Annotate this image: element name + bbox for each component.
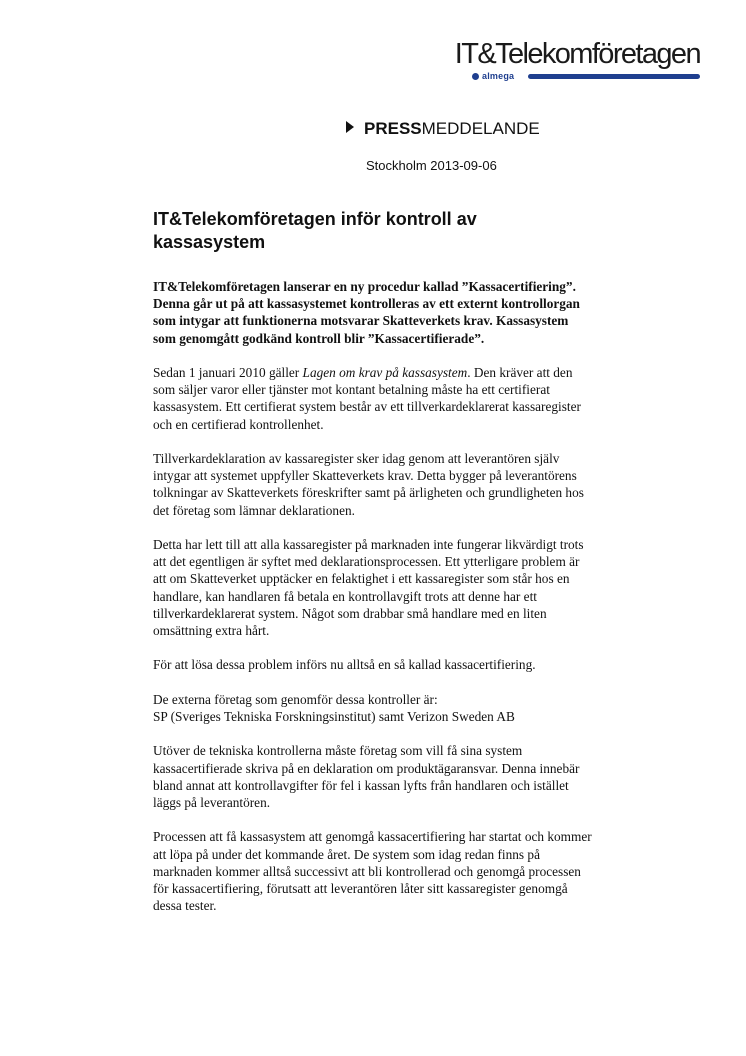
paragraph-2: Tillverkardeklaration av kassaregister sker idag genom att leverantören själv intygar att systemet uppfyller Skatteverkets krav. Detta bygger på leverantörens tolkningar av Skatteverkets föreskrifter samt på ärligheten och grundligheten hos det företag som lämnar deklarationen.	[153, 451, 584, 518]
lead-paragraph: IT&Telekomföretagen lanserar en ny procedur kallad ”Kassacertifiering”. Denna går ut på att kassasystemet kontrolleras av ett externt kontrollorgan som intygar att funktionerna motsvarar Skatteverkets krav. Kassasystem som genomgått godkänd kontroll blir ”Kassacertifierade”.	[153, 279, 580, 346]
paragraph-1	[153, 364, 593, 433]
law-title: Lagen om krav på kassasystem	[302, 365, 468, 380]
press-label-rest: MEDDELANDE	[421, 119, 540, 138]
article-body	[153, 278, 593, 932]
paragraph-6: Utöver de tekniska kontrollerna måste företag som vill få sina system kassacertifierade skriva på en deklaration om produktägaransvar. Denna innebär bland annat att kontrollavgifter för fel i kassan lyfts från handlaren och istället läggs på leverantören.	[153, 743, 580, 810]
dateline: Stockholm 2013-09-06	[366, 158, 497, 173]
logo-name: IT&Telekomföretagen	[454, 38, 700, 70]
paragraph-4: För att lösa dessa problem införs nu alltså en så kallad kassacertifiering.	[153, 657, 536, 673]
paragraph-1-end: . Den kräver att den som säljer varor eller tjänster mot kontant betalning måste ha ett certifierat kassasystem. Ett certifierat system består av ett tillverkardeklarerat kassaregister och en certifierad kontrollenhet.	[153, 365, 581, 432]
logo-subtitle: almega	[482, 71, 515, 81]
paragraph-3: Detta har lett till att alla kassaregister på marknaden inte fungerar likvärdigt trots att det egentligen är syftet med deklarationsprocessen. Ett ytterligare problem är att om Skatteverket upptäcker en felaktighet i ett kassaregister som står hos en handlare, kan handlaren få betala en kontrollavgift trots att denne har ett tillverkardeklarerat system. Något som drabbar små handlare med en liten omsättning extra hårt.	[153, 537, 584, 639]
press-release-heading	[346, 118, 540, 140]
paragraph-5-line-2: SP (Sveriges Tekniska Forskningsinstitut) samt Verizon Sweden AB	[153, 709, 515, 724]
logo-underline	[528, 74, 700, 79]
paragraph-1-start: Sedan 1 januari 2010 gäller	[153, 365, 303, 380]
logo-dot-icon	[472, 73, 479, 80]
press-label-bold: PRESS	[364, 119, 422, 138]
paragraph-5	[153, 691, 593, 725]
arrow-right-icon	[346, 121, 354, 133]
logo-bar	[470, 72, 700, 82]
paragraph-5-line-1: De externa företag som genomför dessa kontroller är:	[153, 691, 438, 707]
page-title: IT&Telekomföretagen inför kontroll av kassasystem	[153, 209, 477, 252]
paragraph-7: Processen att få kassasystem att genomgå kassacertifiering har startat och kommer att löpa på under det kommande året. De system som idag redan finns på marknaden kommer alltså successivt att bli kontrollerad och genomgå processen för kassacertifiering, förutsatt att leverantören låter sitt kassaregister genomgå dessa tester.	[153, 829, 592, 914]
company-logo	[454, 38, 700, 86]
